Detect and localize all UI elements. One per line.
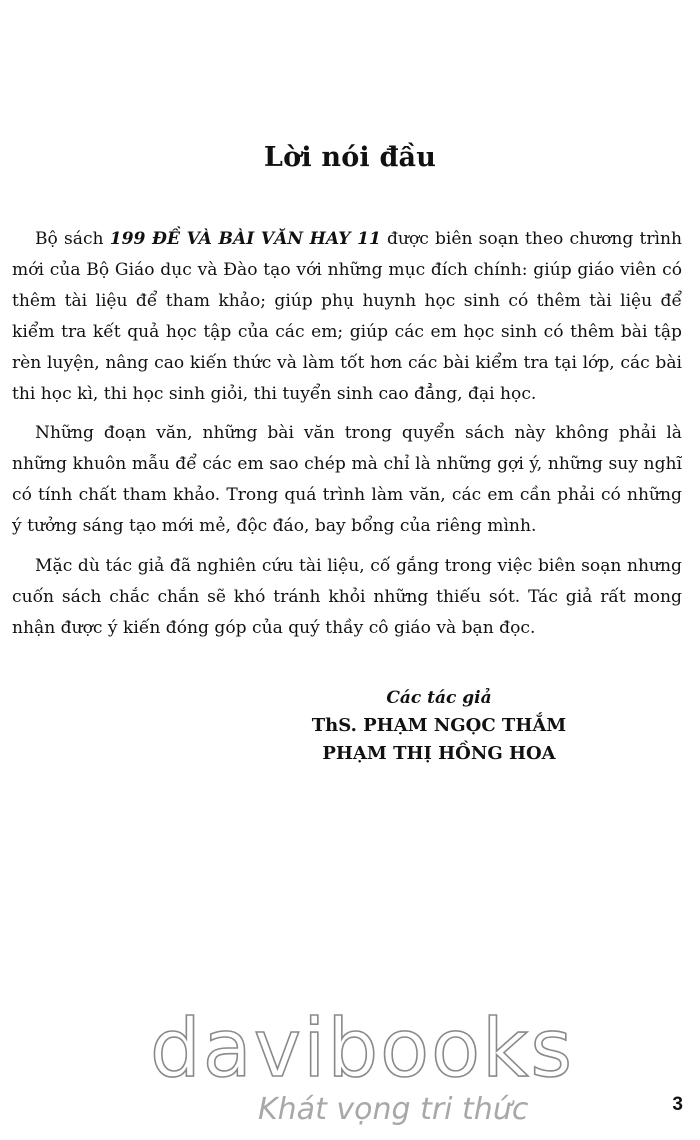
watermark-tagline: Khát vọng tri thức <box>258 1092 529 1127</box>
signature-label: Các tác giả <box>386 688 492 708</box>
signature-block <box>290 684 570 768</box>
paragraph-2: Những đoạn văn, những bài văn trong quyển sách này không phải là những khuôn mẫu để các em sao chép mà chỉ là những gợi ý, những suy nghĩ có tính chất tham khảo. Trong quá trình làm văn, các em cần phải có những ý tưởng sáng tạo mới mẻ, độc đáo, bay bổng của riêng mình. <box>12 423 682 536</box>
page-title: Lời nói đầu <box>263 142 437 173</box>
author-name-1: ThS. PHẠM NGỌC THẮM <box>311 715 567 736</box>
page-number: 3 <box>672 1094 683 1115</box>
paragraph-1-prefix: Bộ sách <box>35 229 110 249</box>
publisher-watermark <box>150 1002 575 1134</box>
paragraph-3: Mặc dù tác giả đã nghiên cứu tài liệu, cố gắng trong việc biên soạn nhưng cuốn sách chắc chắn sẽ khó tránh khỏi những thiếu sót. Tác giả rất mong nhận được ý kiến đóng góp của quý thầy cô giáo và bạn đọc. <box>12 556 682 638</box>
paragraph-1 <box>12 224 682 410</box>
author-name-2: PHẠM THỊ HỒNG HOA <box>322 743 556 764</box>
paragraph-1-body: được biên soạn theo chương trình mới của Bộ Giáo dục và Đào tạo với những mục đích chính: giúp giáo viên có thêm tài liệu để tham khảo; giúp phụ huynh học sinh có thêm tài liệu để kiểm tra kết quả học tập của các em; giúp các em học sinh có thêm bài tập rèn luyện, nâng cao kiến thức và làm tốt hơn các bài kiểm tra tại lớp, các bài thi học kì, thi học sinh giỏi, thi tuyển sinh cao đẳng, đại học. <box>12 229 682 404</box>
watermark-logo: davibooks <box>150 1002 575 1095</box>
book-title: 199 ĐỀ VÀ BÀI VĂN HAY 11 <box>109 229 381 249</box>
